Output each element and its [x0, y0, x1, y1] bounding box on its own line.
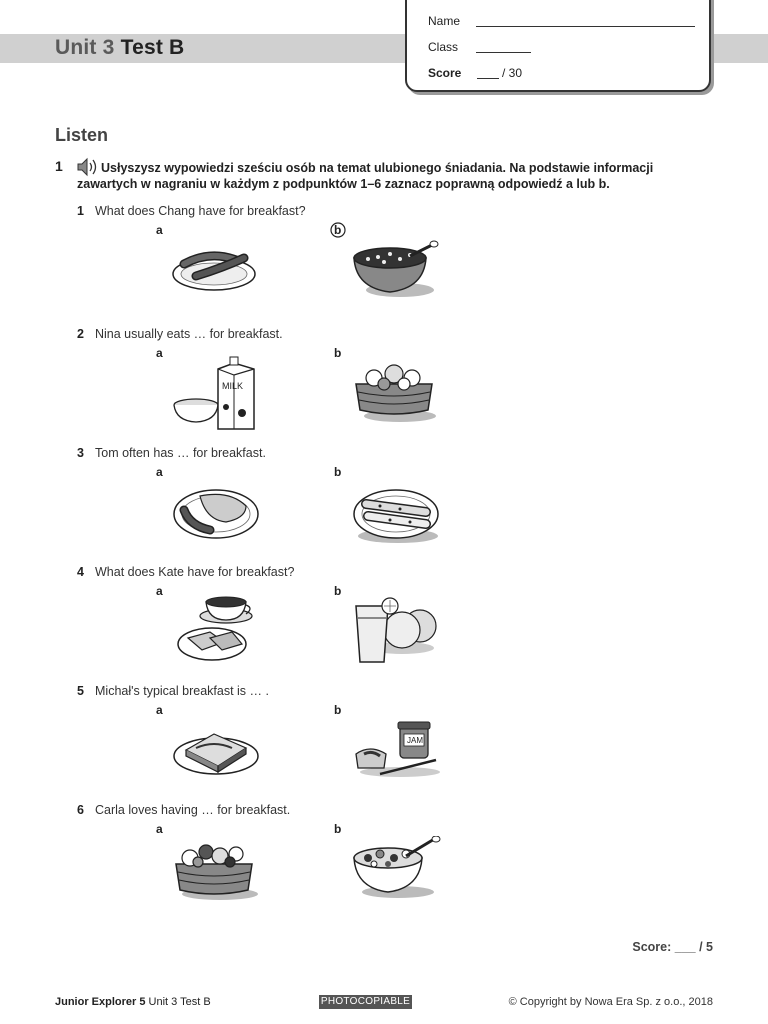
question-text: Michał's typical breakfast is … .	[95, 684, 269, 698]
vegetable-salad-bowl-icon[interactable]	[350, 836, 442, 902]
svg-text:MILK: MILK	[222, 381, 244, 391]
question-text: Nina usually eats … for breakfast.	[95, 327, 283, 341]
copyright-text: © Copyright by Nowa Era Sp. z o.o., 2018	[508, 996, 713, 1008]
task-line-1: Usłyszysz wypowiedzi sześciu osób na temat ulubionego śniadania. Na podstawie informacji	[101, 161, 654, 175]
option-b-label[interactable]: b	[334, 584, 342, 598]
class-label: Class	[428, 40, 459, 54]
option-b-label[interactable]: b	[334, 346, 342, 360]
option-a-label[interactable]: a	[156, 822, 163, 836]
question-text: What does Chang have for breakfast?	[95, 204, 306, 218]
page-title	[55, 36, 184, 60]
score-label: Score:	[632, 940, 672, 954]
section-title: Listen	[55, 125, 109, 145]
option-a-label[interactable]: a	[156, 584, 163, 598]
bread-and-jam-icon[interactable]	[352, 720, 444, 780]
option-b-label[interactable]: b	[334, 465, 342, 479]
score-field[interactable]	[477, 78, 499, 79]
option-b-label[interactable]: b	[334, 822, 342, 836]
fruit-bowl-icon[interactable]	[350, 362, 442, 424]
photocopiable-badge: PHOTOCOPIABLE	[320, 996, 411, 1007]
score-total: / 5	[699, 940, 713, 954]
name-field[interactable]	[476, 26, 695, 27]
footer-test: Unit 3 Test B	[148, 996, 211, 1008]
sausages-plate-icon[interactable]	[170, 238, 260, 296]
question-number: 6	[77, 803, 84, 817]
footer-book-title	[55, 996, 211, 1008]
question-text: What does Kate have for breakfast?	[95, 565, 295, 579]
question-number: 3	[77, 446, 84, 460]
option-b-label-circled[interactable]	[334, 223, 341, 237]
cereal-bowl-icon[interactable]	[350, 240, 442, 300]
task-instructions	[77, 160, 711, 192]
juice-and-oranges-icon[interactable]	[350, 596, 440, 666]
footer-book: Junior Explorer 5	[55, 996, 146, 1008]
question-number: 4	[77, 565, 84, 579]
class-field[interactable]	[476, 52, 531, 53]
cereal-and-milk-icon[interactable]	[170, 355, 260, 431]
tea-and-toast-icon[interactable]	[176, 592, 256, 664]
sausage-and-toast-icon[interactable]	[170, 484, 262, 544]
question-number: 5	[77, 684, 84, 698]
task-number: 1	[55, 158, 63, 174]
fruit-salad-bowl-icon[interactable]	[170, 838, 262, 902]
score-blank[interactable]: ___	[674, 940, 696, 954]
question-text: Tom often has … for breakfast.	[95, 446, 266, 460]
question-number: 2	[77, 327, 84, 341]
option-a-label[interactable]: a	[156, 465, 163, 479]
test-label: Test B	[120, 36, 185, 59]
svg-text:JAM: JAM	[407, 736, 423, 745]
section-score	[632, 940, 713, 954]
unit-label: Unit 3	[55, 36, 115, 59]
task-line-2: zawartych w nagraniu w każdym z podpunktów 1–6 zaznacz poprawną odpowiedź a lub b.	[77, 177, 610, 191]
student-info-box	[405, 0, 711, 92]
sandwich-plate-icon[interactable]	[170, 726, 262, 780]
option-b-label[interactable]: b	[334, 703, 342, 717]
option-a-label[interactable]: a	[156, 346, 163, 360]
option-a-label[interactable]: a	[156, 703, 163, 717]
option-a-label[interactable]: a	[156, 223, 163, 237]
score-label: Score	[428, 66, 462, 80]
name-label: Name	[428, 14, 461, 28]
question-text: Carla loves having … for breakfast.	[95, 803, 291, 817]
score-total: / 30	[502, 66, 523, 80]
pancakes-plate-icon[interactable]	[350, 484, 444, 546]
question-number: 1	[77, 204, 84, 218]
option-b-text: b	[334, 223, 342, 237]
